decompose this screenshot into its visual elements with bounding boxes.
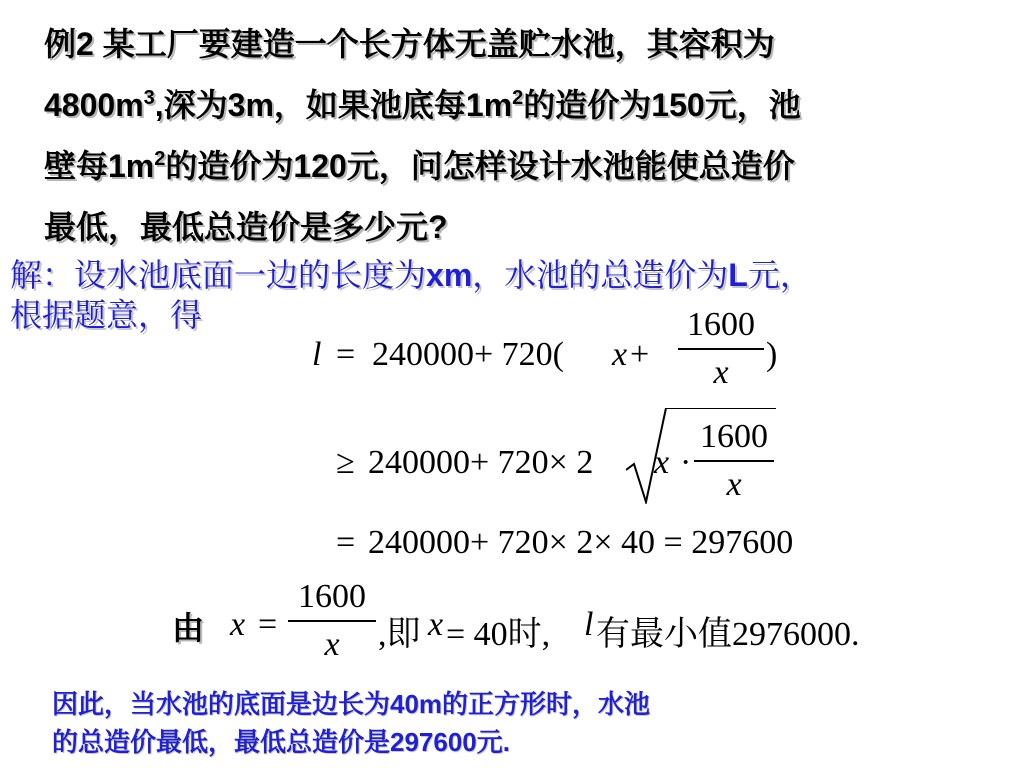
- conclusion-line-1: 因此，当水池的底面是边长为40m的正方形时，水池: [52, 689, 651, 719]
- conclusion: [52, 685, 1012, 761]
- eq3-expression: 240000+ 720× 2× 40 = 297600: [368, 524, 794, 561]
- equation-1: [312, 306, 782, 416]
- solution-var-L: L: [728, 257, 748, 293]
- eq2-relation: ≥: [336, 444, 355, 481]
- problem-line-4: 最低，最低总造价是多少元?: [44, 209, 448, 245]
- solution-var-x: xm: [426, 257, 473, 293]
- eq1-relation: =: [336, 336, 356, 373]
- eq1-fraction-bar: [678, 348, 764, 350]
- eq2-var: x: [654, 444, 670, 481]
- eq1-fraction: [678, 308, 764, 390]
- superscript: 2: [512, 87, 524, 109]
- eq1-plus: +: [630, 336, 650, 373]
- problem-line-2: [44, 75, 1004, 136]
- eq3-relation: =: [336, 524, 356, 561]
- cond-fraction-denominator: x: [324, 626, 340, 663]
- eq1-lhs: l: [312, 336, 322, 373]
- eq1-expression: 240000+ 720(: [372, 336, 564, 373]
- eq1-close-paren: ): [766, 336, 778, 373]
- cond-text: ,即: [378, 616, 421, 653]
- equation-2: [336, 418, 786, 524]
- cond-fraction-bar: [288, 620, 376, 622]
- superscript: 3: [143, 87, 155, 109]
- problem-text: 的造价为150元，池: [523, 87, 801, 123]
- problem-text: ,深为3m，如果池底每1m: [154, 87, 513, 123]
- problem-text: 的造价为120元，问怎样设计水池能使总造价: [165, 148, 795, 184]
- cond-tail: 有最小值2976000.: [596, 616, 860, 653]
- superscript: 2: [154, 148, 166, 170]
- eq1-var: x: [612, 336, 628, 373]
- eq1-fraction-denominator: x: [713, 354, 729, 391]
- cond-var-3: l: [584, 606, 594, 643]
- condition-equation: [230, 578, 930, 676]
- solution-line-1: [10, 255, 1020, 295]
- conclusion-line-2: 的总造价最低，最低总造价是297600元.: [52, 727, 510, 757]
- eq1-fraction-numerator: 1600: [687, 306, 755, 343]
- eq2-fraction-denominator: x: [726, 466, 742, 503]
- solution-intro: [10, 255, 1020, 335]
- eq2-fraction-bar: [694, 460, 774, 462]
- cond-fraction-numerator: 1600: [298, 578, 366, 615]
- cond-var: x: [230, 606, 246, 643]
- cond-var-2: x: [428, 606, 444, 643]
- problem-text: 4800m: [44, 87, 144, 123]
- eq2-dot: ·: [680, 444, 692, 481]
- you-label: 由: [172, 610, 205, 646]
- problem-text: 壁每1m: [44, 148, 155, 184]
- cond-text: = 40时,: [446, 616, 551, 653]
- eq2-fraction-numerator: 1600: [700, 418, 768, 455]
- solution-text: 元，: [747, 257, 812, 293]
- problem-line-3: [44, 136, 1004, 197]
- solution-line-2: 根据题意，得: [10, 297, 203, 333]
- cond-fraction: [288, 580, 376, 662]
- eq2-fraction: [694, 420, 774, 502]
- solution-text: ，水池的总造价为: [472, 257, 729, 293]
- equation-3: [336, 524, 876, 568]
- cond-relation: =: [258, 606, 278, 643]
- solution-text: 解：设水池底面一边的长度为: [10, 257, 427, 293]
- eq2-expression: 240000+ 720× 2: [368, 444, 594, 481]
- problem-line-1: 例2 某工厂要建造一个长方体无盖贮水池，其容积为: [44, 26, 775, 62]
- problem-statement: [44, 14, 1004, 258]
